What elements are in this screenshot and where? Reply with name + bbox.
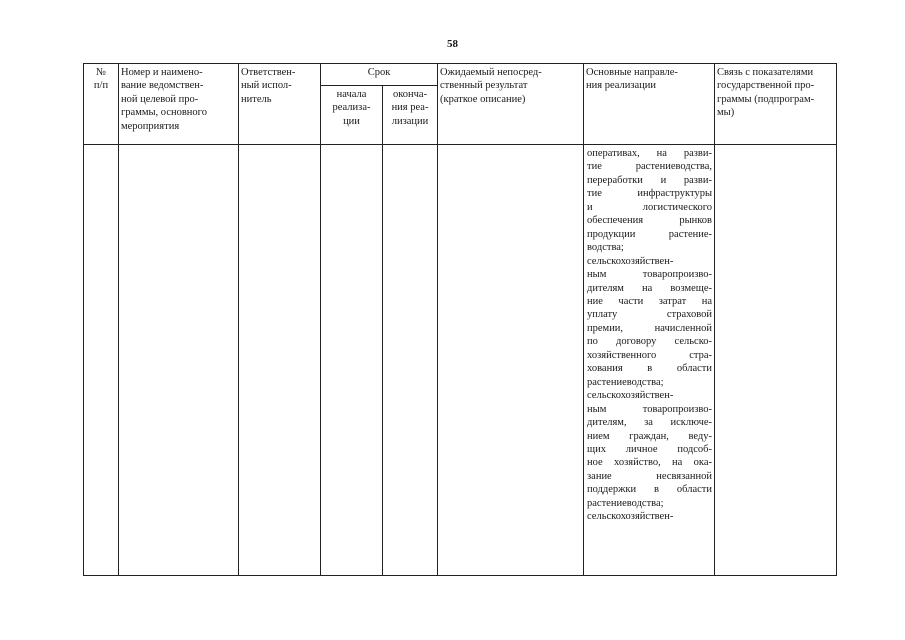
directions-line: и логистического: [587, 201, 713, 213]
cell-responsible: [239, 145, 321, 576]
header-term: Срок: [321, 64, 438, 86]
header-line: Связь с показателями: [717, 67, 814, 78]
directions-line: растениеводства;: [587, 376, 664, 388]
header-directions: [584, 64, 715, 145]
directions-text: [586, 147, 712, 524]
header-link: [715, 64, 837, 145]
header-link-text: [717, 66, 834, 120]
header-line: государственной про-: [717, 80, 815, 92]
directions-line: сельскохозяйствен-: [587, 511, 674, 523]
directions-line: уплату страховой: [587, 309, 713, 321]
directions-line: нием граждан, веду-: [587, 430, 713, 442]
directions-line: премии, начисленной: [587, 322, 713, 334]
header-line: мы): [717, 107, 735, 119]
header-num: [84, 64, 119, 145]
header-line: лизации: [391, 115, 429, 127]
directions-line: ным товаропроизво-: [587, 403, 713, 415]
header-line: (краткое описание): [440, 93, 526, 105]
program-table: [83, 63, 837, 576]
header-num-text: [86, 66, 116, 93]
directions-line: сельскохозяйствен-: [587, 255, 674, 267]
directions-line: зание несвязанной: [587, 470, 713, 482]
header-line: Номер и наимено-: [121, 67, 203, 78]
directions-line: обеспечения рынков: [587, 215, 713, 227]
header-line: ции: [343, 115, 360, 127]
header-line: оконча-: [392, 89, 428, 100]
header-line: граммы (подпрограм-: [717, 93, 815, 105]
directions-line: продукции растение-: [587, 228, 713, 240]
directions-line: по договору сельско-: [587, 336, 713, 348]
directions-line: тие растениеводства,: [587, 161, 713, 173]
cell-result: [438, 145, 584, 576]
header-term-start-text: [323, 88, 380, 128]
header-line: мероприятия: [121, 120, 180, 132]
header-line: вание ведомствен-: [121, 80, 204, 92]
header-line: п/п: [93, 80, 109, 92]
header-line: ственный результат: [440, 80, 528, 92]
header-line: ный испол-: [241, 80, 292, 92]
header-line: №: [95, 67, 107, 78]
header-line: нитель: [241, 93, 272, 105]
cell-term-start: [321, 145, 383, 576]
directions-line: ное хозяйство, на ока-: [587, 457, 713, 469]
header-term-start: [321, 86, 383, 145]
header-term-end-text: [385, 88, 435, 128]
page-number: 58: [447, 38, 458, 50]
header-name-text: [121, 66, 236, 133]
directions-line: ным товаропроизво-: [587, 269, 713, 281]
cell-term-end: [383, 145, 438, 576]
directions-line: ние части затрат на: [587, 295, 713, 307]
header-line: Ответствен-: [241, 67, 296, 78]
directions-line: дителям на возмеще-: [587, 282, 713, 294]
directions-line: сельскохозяйствен-: [587, 390, 674, 402]
header-responsible-text: [241, 66, 318, 106]
header-term-end: [383, 86, 438, 145]
directions-line: хования в области: [587, 363, 713, 375]
directions-line: щих личное подсоб-: [587, 443, 713, 455]
header-name: [119, 64, 239, 145]
header-line: начала: [336, 89, 367, 100]
cell-directions: [584, 145, 715, 576]
header-line: ной целевой про-: [121, 93, 199, 105]
header-line: Ожидаемый непосред-: [440, 67, 542, 78]
header-result-text: [440, 66, 581, 106]
directions-line: растениеводства;: [587, 497, 664, 509]
header-line: граммы, основного: [121, 107, 207, 119]
cell-name: [119, 145, 239, 576]
directions-line: тие инфраструктуры: [587, 188, 713, 200]
header-result: [438, 64, 584, 145]
table-row: [84, 145, 837, 576]
directions-line: поддержки в области: [587, 484, 713, 496]
header-directions-text: [586, 66, 712, 93]
header-line: ния реализации: [586, 80, 657, 92]
cell-link: [715, 145, 837, 576]
directions-line: хозяйственного стра-: [587, 349, 713, 361]
cell-num: [84, 145, 119, 576]
header-line: Основные направле-: [586, 67, 678, 78]
directions-line: дителям, за исключе-: [587, 417, 713, 429]
header-line: ния реа-: [391, 102, 429, 114]
directions-line: водства;: [587, 242, 624, 254]
header-responsible: [239, 64, 321, 145]
header-line: реализа-: [332, 102, 371, 114]
directions-line: переработки и разви-: [587, 174, 713, 186]
directions-line: оперативах, на разви-: [587, 148, 713, 159]
